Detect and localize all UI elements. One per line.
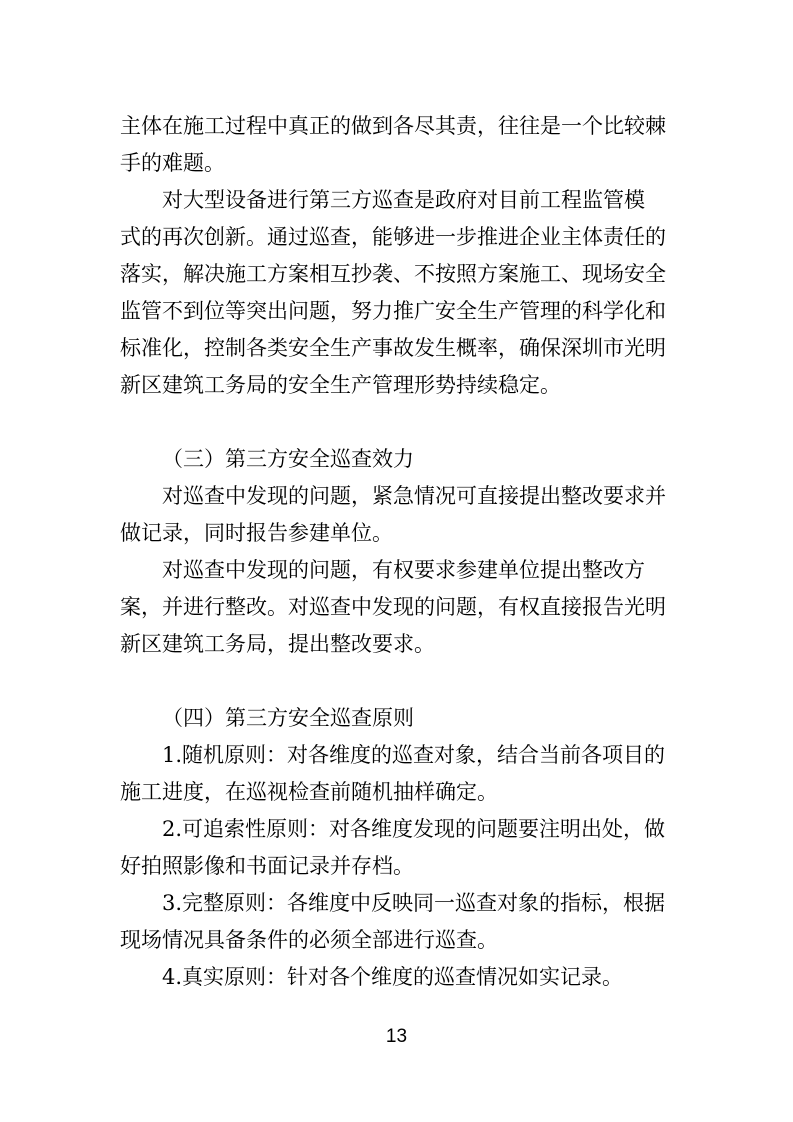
paragraph-gap	[120, 404, 673, 441]
paragraph-gap	[120, 663, 673, 700]
text-line: 手的难题。	[120, 151, 225, 175]
page-number: 13	[385, 1026, 408, 1047]
principle-random	[120, 737, 673, 811]
document-page	[120, 108, 673, 996]
text-line: 好拍照影像和书面记录并存档。	[120, 854, 414, 878]
text-line: 新区建筑工务局的安全生产管理形势持续稳定。	[120, 373, 561, 397]
section-heading-effectiveness: （三）第三方安全巡查效力	[162, 447, 414, 471]
text-line: 2.可追索性原则：对各维度发现的问题要注明出处，做	[162, 817, 666, 841]
text-line: 标准化，控制各类安全生产事故发生概率，确保深圳市光明	[120, 336, 666, 360]
principle-truthful	[120, 959, 673, 996]
text-line: 落实，解决施工方案相互抄袭、不按照方案施工、现场安全	[120, 262, 666, 286]
text-line: 主体在施工过程中真正的做到各尽其责，往往是一个比较棘	[120, 114, 666, 138]
text-line: 做记录，同时报告参建单位。	[120, 521, 393, 545]
text-line: 对巡查中发现的问题，紧急情况可直接提出整改要求并	[162, 484, 666, 508]
paragraph-innovation	[120, 182, 673, 404]
text-line: 对巡查中发现的问题，有权要求参建单位提出整改方	[162, 558, 645, 582]
paragraph-responsibility	[120, 108, 673, 182]
text-line: 施工进度，在巡视检查前随机抽样确定。	[120, 780, 498, 804]
text-line: 1.随机原则：对各维度的巡查对象，结合当前各项目的	[162, 743, 666, 767]
text-line: 现场情况具备条件的必须全部进行巡查。	[120, 928, 498, 952]
text-line: 3.完整原则：各维度中反映同一巡查对象的指标，根据	[162, 891, 666, 915]
text-line: 式的再次创新。通过巡查，能够进一步推进企业主体责任的	[120, 225, 666, 249]
text-line: 案，并进行整改。对巡查中发现的问题，有权直接报告光明	[120, 595, 666, 619]
text-line: 对大型设备进行第三方巡查是政府对目前工程监管模	[162, 188, 645, 212]
principle-complete	[120, 885, 673, 959]
paragraph-urgent	[120, 478, 673, 552]
section-heading-principles: （四）第三方安全巡查原则	[162, 706, 414, 730]
text-line: 新区建筑工务局，提出整改要求。	[120, 632, 435, 656]
principle-traceable	[120, 811, 673, 885]
text-line: 4.真实原则：针对各个维度的巡查情况如实记录。	[162, 965, 624, 989]
paragraph-rectification	[120, 552, 673, 663]
text-line: 监管不到位等突出问题，努力推广安全生产管理的科学化和	[120, 299, 666, 323]
